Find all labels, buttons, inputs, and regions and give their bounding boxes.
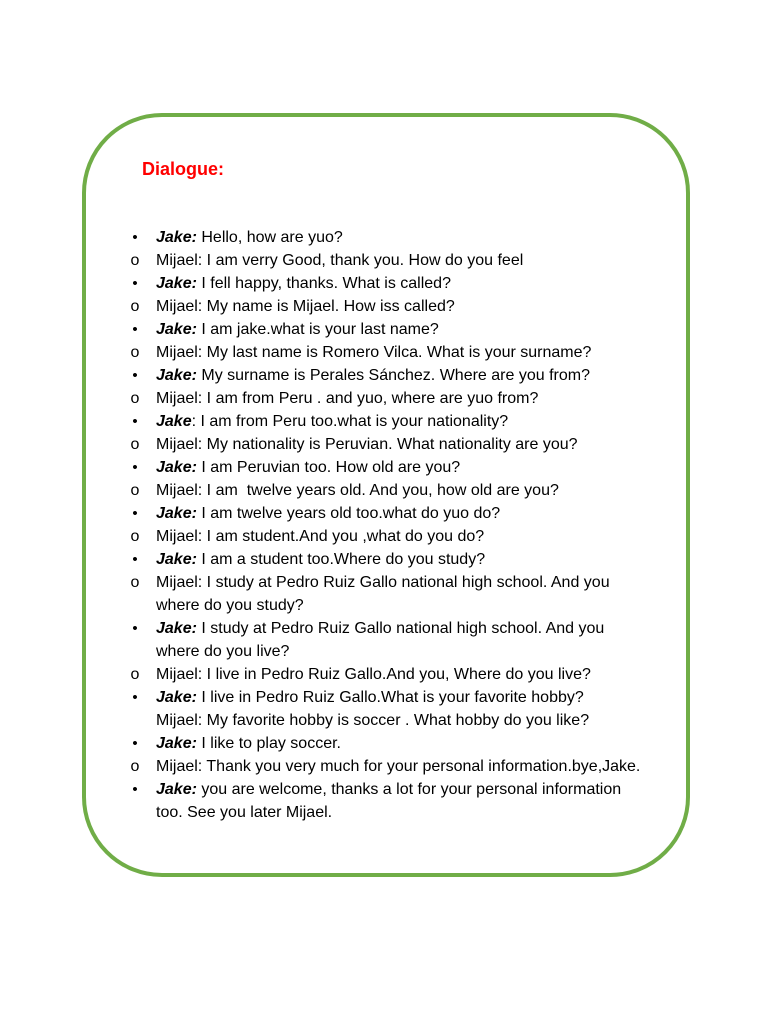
- dialogue-line: [128, 548, 648, 571]
- dialogue-line: [128, 272, 648, 295]
- bullet-marker: •: [132, 321, 138, 338]
- line-text: Hello, how are yuo?: [196, 229, 343, 246]
- dialogue-line: [128, 318, 648, 341]
- speaker-name: Jake:: [156, 367, 197, 384]
- circle-marker: o: [130, 298, 140, 315]
- dialogue-line: [128, 295, 648, 318]
- dialogue-line: [128, 571, 648, 617]
- line-text: you are welcome, thanks a lot for your personal information too. See you later Mijael.: [156, 781, 626, 821]
- line-text: Mijael: I live in Pedro Ruiz Gallo.And you, Where do you live?: [156, 666, 591, 683]
- dialogue-line: [128, 755, 648, 778]
- dialogue-line: [128, 364, 648, 387]
- line-text: I am Peruvian too. How old are you?: [196, 459, 461, 476]
- line-text: Mijael: My last name is Romero Vilca. What is your surname?: [156, 344, 592, 361]
- line-text: I am jake.what is your last name?: [196, 321, 439, 338]
- dialogue-line: [128, 410, 648, 433]
- circle-marker: o: [130, 574, 140, 591]
- circle-marker: o: [130, 390, 140, 407]
- line-text: Mijael: I am from Peru . and yuo, where are yuo from?: [156, 390, 539, 407]
- bullet-marker: •: [132, 735, 138, 752]
- bullet-marker: •: [132, 689, 138, 706]
- bullet-marker: •: [132, 229, 138, 246]
- dialogue-line: [128, 387, 648, 410]
- document-title: Dialogue:: [142, 159, 225, 179]
- line-text: I live in Pedro Ruiz Gallo.What is your favorite hobby?: [196, 689, 584, 706]
- dialogue-line: [128, 525, 648, 548]
- speaker-name: Jake:: [156, 620, 197, 637]
- speaker-name: Jake:: [156, 551, 197, 568]
- speaker-name: Jake:: [156, 321, 197, 338]
- line-text: I am a student too.Where do you study?: [196, 551, 486, 568]
- speaker-name: Jake:: [156, 229, 197, 246]
- bullet-marker: •: [132, 413, 138, 430]
- speaker-name: Jake:: [156, 459, 197, 476]
- dialogue-line: [128, 686, 648, 709]
- dialogue-line: [128, 709, 648, 732]
- bullet-marker: •: [132, 367, 138, 384]
- line-text: My surname is Perales Sánchez. Where are you from?: [196, 367, 590, 384]
- speaker-name: Jake:: [156, 275, 197, 292]
- line-text: Mijael: I am student.And you ,what do you do?: [156, 528, 485, 545]
- dialogue-line: [128, 479, 648, 502]
- line-text: Mijael: My favorite hobby is soccer . What hobby do you like?: [156, 712, 590, 729]
- speaker-name: Jake:: [156, 781, 197, 798]
- speaker-name: Jake:: [156, 735, 197, 752]
- dialogue-line: [128, 433, 648, 456]
- circle-marker: o: [130, 666, 140, 683]
- line-text: I am twelve years old too.what do yuo do?: [196, 505, 501, 522]
- dialogue-line: [128, 778, 648, 824]
- dialogue-line: [128, 502, 648, 525]
- line-text: Mijael: My name is Mijael. How iss called?: [156, 298, 455, 315]
- bullet-marker: •: [132, 781, 138, 798]
- circle-marker: o: [130, 344, 140, 361]
- line-text: Mijael: I am twelve years old. And you, how old are you?: [156, 482, 559, 499]
- speaker-name: Jake:: [156, 689, 197, 706]
- dialogue-line: [128, 341, 648, 364]
- circle-marker: o: [130, 758, 140, 775]
- dialogue-line: [128, 249, 648, 272]
- line-text: : I am from Peru too.what is your nationality?: [191, 413, 509, 430]
- dialogue-line: [128, 617, 648, 663]
- dialogue-list: [128, 226, 648, 824]
- circle-marker: o: [130, 436, 140, 453]
- line-text: I fell happy, thanks. What is called?: [196, 275, 451, 292]
- dialogue-line: [128, 663, 648, 686]
- line-text: I like to play soccer.: [196, 735, 341, 752]
- bullet-marker: •: [132, 505, 138, 522]
- speaker-name: Jake: [156, 413, 192, 430]
- line-text: Mijael: I am verry Good, thank you. How do you feel: [156, 252, 524, 269]
- line-text: Mijael: My nationality is Peruvian. What nationality are you?: [156, 436, 578, 453]
- dialogue-line: [128, 732, 648, 755]
- dialogue-line: [128, 226, 648, 249]
- speaker-name: Jake:: [156, 505, 197, 522]
- bullet-marker: •: [132, 459, 138, 476]
- circle-marker: o: [130, 482, 140, 499]
- circle-marker: o: [130, 252, 140, 269]
- line-text: Mijael: I study at Pedro Ruiz Gallo national high school. And you where do you study?: [156, 574, 615, 614]
- line-text: I study at Pedro Ruiz Gallo national high school. And you where do you live?: [156, 620, 609, 660]
- circle-marker: o: [130, 528, 140, 545]
- line-text: Mijael: Thank you very much for your personal information.bye,Jake.: [156, 758, 641, 775]
- dialogue-line: [128, 456, 648, 479]
- bullet-marker: •: [132, 275, 138, 292]
- bullet-marker: •: [132, 551, 138, 568]
- bullet-marker: •: [132, 620, 138, 637]
